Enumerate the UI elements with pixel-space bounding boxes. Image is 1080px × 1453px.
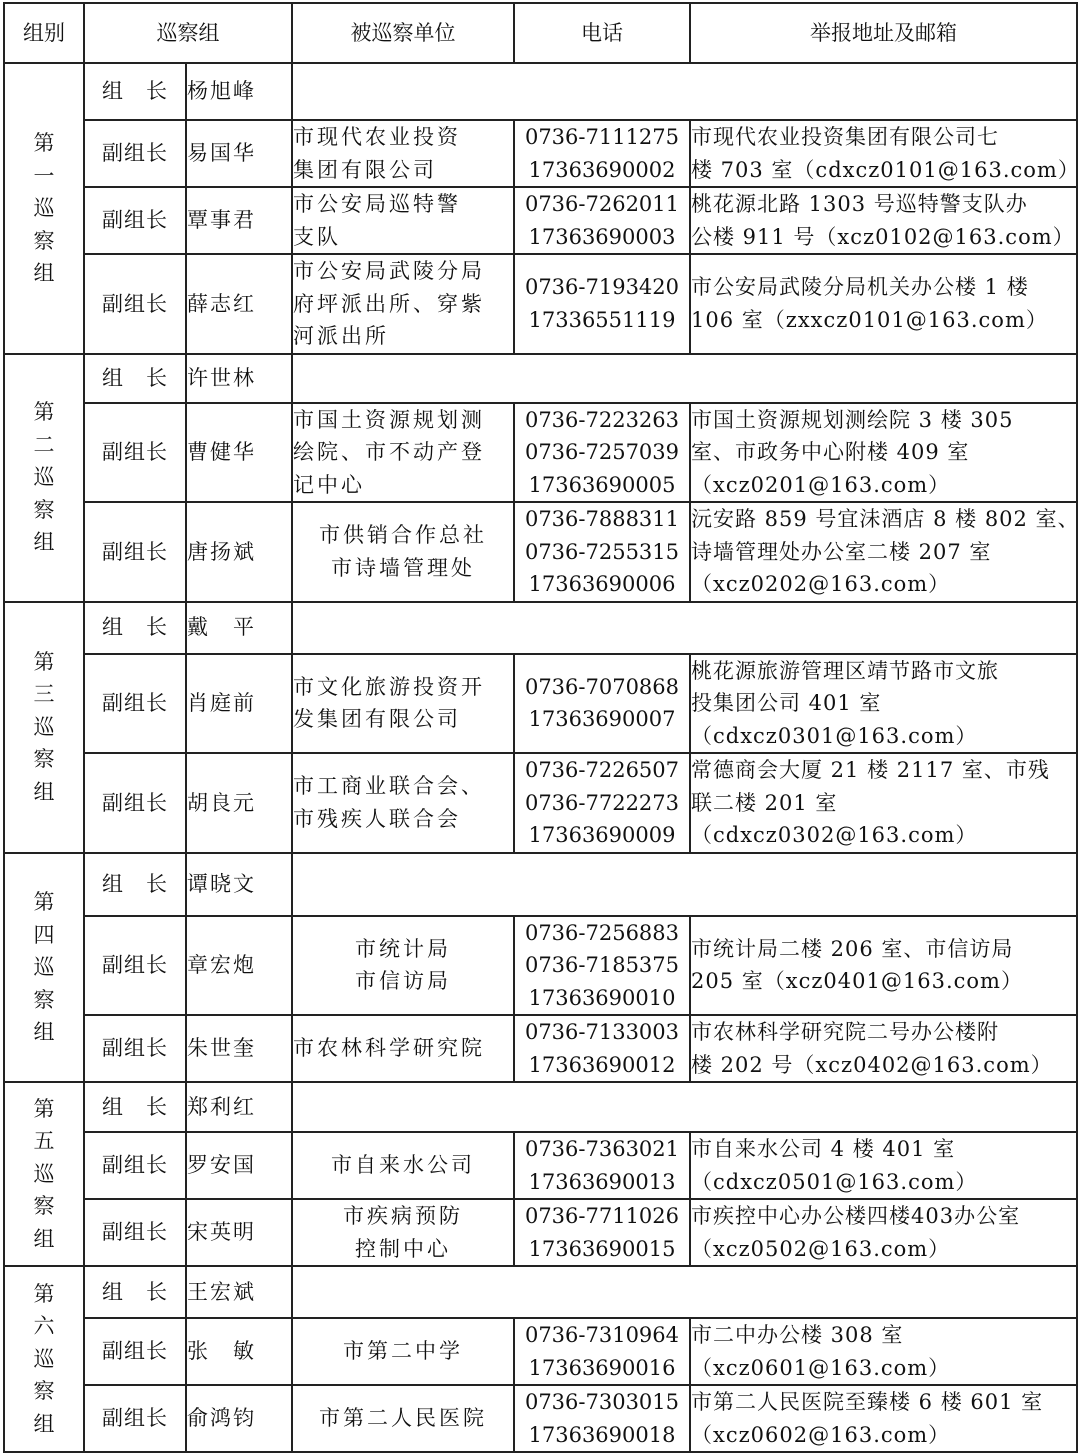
group-name-cell bbox=[4, 1266, 84, 1452]
inspected-unit bbox=[293, 1200, 513, 1265]
inspected-unit-cell bbox=[292, 654, 514, 754]
phone-numbers-line: 0736-7262011 bbox=[524, 192, 680, 216]
header-row bbox=[4, 3, 1077, 63]
inspected-unit-cell bbox=[292, 753, 514, 853]
deputy-name: 宋英明 bbox=[186, 1199, 292, 1266]
phone-cell bbox=[514, 120, 690, 187]
inspected-unit-line: 市诗墙管理处 bbox=[331, 555, 475, 580]
inspected-unit-line: 河派出所 bbox=[293, 324, 389, 348]
deputy-name: 俞鸿钧 bbox=[186, 1385, 292, 1452]
phone-cell bbox=[514, 1318, 690, 1385]
inspected-unit bbox=[293, 770, 513, 835]
address-email bbox=[691, 754, 1076, 852]
deputy-role: 副组长 bbox=[84, 187, 186, 254]
deputy-name: 覃事君 bbox=[186, 187, 292, 254]
inspected-unit-line: 市工商业联合会、 bbox=[293, 774, 485, 799]
deputy-row bbox=[4, 916, 1077, 1016]
address-email-line: 常德商会大厦 21 楼 2117 室、市残 bbox=[691, 758, 1050, 782]
phone-numbers bbox=[515, 121, 689, 186]
phone-numbers bbox=[515, 1016, 689, 1081]
inspected-unit-line: 支队 bbox=[293, 224, 341, 249]
header-group: 组别 bbox=[4, 3, 84, 63]
leader-role: 组 长 bbox=[84, 853, 186, 916]
address-email-cell bbox=[690, 1318, 1077, 1385]
leader-role: 组 长 bbox=[84, 354, 186, 403]
address-email-line: 联二楼 201 室 bbox=[691, 790, 838, 815]
deputy-name: 胡良元 bbox=[186, 753, 292, 853]
deputy-role: 副组长 bbox=[84, 916, 186, 1016]
address-email-cell bbox=[690, 120, 1080, 187]
deputy-role: 副组长 bbox=[84, 1199, 186, 1266]
leader-name: 王宏斌 bbox=[186, 1266, 292, 1318]
phone-numbers-line: 17363690013 bbox=[528, 1169, 676, 1194]
deputy-row bbox=[4, 403, 1077, 503]
phone-cell bbox=[514, 916, 690, 1016]
deputy-name: 朱世奎 bbox=[186, 1015, 292, 1082]
phone-numbers-line: 0736-7070868 bbox=[524, 674, 680, 699]
inspected-unit-line: 府坪派出所、穿紫 bbox=[293, 291, 485, 316]
address-email-line: 市现代农业投资集团有限公司七 bbox=[691, 125, 999, 149]
header-inspection-team: 巡察组 bbox=[84, 3, 292, 63]
address-email-line: 市第二人民医院至臻楼 6 楼 601 室 bbox=[691, 1390, 1044, 1414]
phone-numbers-line: 0736-7256883 bbox=[524, 920, 680, 945]
address-email-line: 106 室（zxxcz0101@163.com） bbox=[691, 307, 1048, 332]
address-email-line: （cdxcz0301@163.com） bbox=[691, 723, 978, 748]
inspected-unit-cell bbox=[292, 1199, 514, 1266]
inspected-unit bbox=[293, 1149, 513, 1182]
table-body bbox=[4, 63, 1080, 1452]
deputy-row bbox=[4, 654, 1077, 754]
address-email bbox=[691, 404, 1076, 502]
inspected-unit-cell bbox=[292, 120, 514, 187]
address-email-cell bbox=[690, 1199, 1077, 1266]
leader-role: 组 长 bbox=[84, 63, 186, 120]
leader-name: 谭晓文 bbox=[186, 853, 292, 916]
deputy-row bbox=[4, 1385, 1077, 1452]
phone-cell bbox=[514, 502, 690, 602]
leader-name: 许世林 bbox=[186, 354, 292, 403]
address-email-cell bbox=[690, 1132, 1077, 1199]
deputy-row bbox=[4, 1015, 1077, 1082]
phone-numbers bbox=[515, 1386, 689, 1451]
phone-numbers-line: 0736-7255315 bbox=[524, 539, 680, 564]
inspected-unit-line: 记中心 bbox=[293, 472, 365, 497]
phone-numbers bbox=[515, 188, 689, 253]
phone-numbers-line: 0736-7310964 bbox=[524, 1323, 680, 1347]
inspected-unit-line: 市残疾人联合会 bbox=[293, 806, 461, 831]
group-name-cell bbox=[4, 1082, 84, 1266]
inspected-unit bbox=[293, 188, 513, 253]
address-email bbox=[691, 1319, 1076, 1384]
phone-numbers bbox=[515, 754, 689, 852]
deputy-name: 易国华 bbox=[186, 120, 292, 187]
inspected-unit bbox=[293, 933, 513, 998]
deputy-role: 副组长 bbox=[84, 120, 186, 187]
phone-numbers bbox=[515, 404, 689, 502]
leader-empty-cell bbox=[292, 602, 1077, 654]
deputy-role: 副组长 bbox=[84, 654, 186, 754]
address-email bbox=[691, 1386, 1076, 1451]
leader-empty-cell bbox=[292, 1082, 1077, 1132]
address-email bbox=[691, 503, 1080, 601]
leader-row bbox=[4, 1082, 1077, 1132]
deputy-row bbox=[4, 120, 1077, 187]
address-email-line: 沅安路 859 号宜沬酒店 8 楼 802 室、 bbox=[691, 507, 1080, 531]
phone-numbers-line: 17336551119 bbox=[528, 307, 676, 332]
phone-cell bbox=[514, 753, 690, 853]
address-email-cell bbox=[690, 254, 1077, 354]
deputy-name: 罗安国 bbox=[186, 1132, 292, 1199]
group-name: 第三巡察组 bbox=[33, 649, 55, 804]
address-email bbox=[691, 1133, 1076, 1198]
phone-numbers bbox=[515, 503, 689, 601]
phone-cell bbox=[514, 187, 690, 254]
address-email-line: （xcz0202@163.com） bbox=[691, 572, 951, 596]
inspected-unit bbox=[293, 671, 513, 736]
phone-cell bbox=[514, 254, 690, 354]
inspection-table bbox=[3, 2, 1078, 1453]
inspected-unit-line: 市国土资源规划测 bbox=[293, 407, 485, 432]
inspected-unit-cell bbox=[292, 187, 514, 254]
leader-role: 组 长 bbox=[84, 1082, 186, 1132]
phone-numbers-line: 17363690005 bbox=[528, 472, 676, 497]
phone-numbers-line: 0736-7111275 bbox=[524, 125, 680, 149]
deputy-row bbox=[4, 1318, 1077, 1385]
phone-numbers-line: 0736-7888311 bbox=[524, 507, 680, 531]
address-email-line: 室、市政务中心附楼 409 室 bbox=[691, 440, 970, 464]
deputy-role: 副组长 bbox=[84, 753, 186, 853]
phone-numbers bbox=[515, 1200, 689, 1265]
address-email-cell bbox=[690, 1385, 1077, 1452]
address-email-cell bbox=[690, 654, 1077, 754]
deputy-name: 张 敏 bbox=[186, 1318, 292, 1385]
deputy-name: 曹健华 bbox=[186, 403, 292, 503]
deputy-name: 唐扬斌 bbox=[186, 502, 292, 602]
leader-row bbox=[4, 1266, 1077, 1318]
inspected-unit-cell bbox=[292, 403, 514, 503]
group-name-cell bbox=[4, 853, 84, 1083]
phone-cell bbox=[514, 1015, 690, 1082]
header-phone: 电话 bbox=[514, 3, 690, 63]
inspected-unit-line: 市统计局 bbox=[355, 936, 451, 961]
leader-row bbox=[4, 354, 1077, 403]
address-email bbox=[691, 121, 1080, 186]
deputy-role: 副组长 bbox=[84, 1132, 186, 1199]
deputy-name: 薛志红 bbox=[186, 254, 292, 354]
phone-numbers bbox=[515, 1133, 689, 1198]
deputy-role: 副组长 bbox=[84, 502, 186, 602]
address-email-line: 投集团公司 401 室 bbox=[691, 691, 882, 715]
deputy-role: 副组长 bbox=[84, 1015, 186, 1082]
inspected-unit bbox=[293, 121, 513, 186]
inspected-unit bbox=[293, 1402, 513, 1435]
address-email-line: 市二中办公楼 308 室 bbox=[691, 1323, 904, 1347]
address-email-cell bbox=[690, 403, 1077, 503]
phone-numbers-line: 0736-7722273 bbox=[524, 790, 680, 815]
group-name: 第二巡察组 bbox=[33, 400, 55, 555]
phone-cell bbox=[514, 403, 690, 503]
inspected-unit-line: 市文化旅游投资开 bbox=[293, 674, 485, 699]
phone-numbers bbox=[515, 671, 689, 736]
inspected-unit bbox=[293, 255, 513, 353]
leader-row bbox=[4, 63, 1077, 120]
address-email-line: 市公安局武陵分局机关办公楼 1 楼 bbox=[691, 275, 1029, 300]
phone-numbers-line: 17363690015 bbox=[528, 1236, 676, 1261]
leader-empty-cell bbox=[292, 63, 1077, 120]
inspected-unit-cell bbox=[292, 254, 514, 354]
phone-numbers-line: 17363690006 bbox=[528, 572, 676, 596]
inspected-unit-line: 市公安局武陵分局 bbox=[293, 259, 485, 283]
phone-numbers-line: 0736-7226507 bbox=[524, 758, 680, 782]
inspected-unit-line: 市第二中学 bbox=[343, 1339, 463, 1364]
phone-numbers-line: 0736-7133003 bbox=[524, 1020, 680, 1044]
inspected-unit-line: 市第二人民医院 bbox=[319, 1406, 487, 1431]
phone-numbers-line: 0736-7363021 bbox=[524, 1137, 680, 1161]
phone-numbers-line: 17363690012 bbox=[528, 1052, 676, 1077]
leader-row bbox=[4, 853, 1077, 916]
group-name: 第五巡察组 bbox=[33, 1096, 55, 1251]
deputy-row bbox=[4, 1132, 1077, 1199]
phone-cell bbox=[514, 1132, 690, 1199]
inspected-unit-cell bbox=[292, 1318, 514, 1385]
address-email-line: 桃花源北路 1303 号巡特警支队办 bbox=[691, 192, 1028, 216]
inspected-unit-line: 市疾病预防 bbox=[343, 1204, 463, 1228]
address-email-line: （cdxcz0302@163.com） bbox=[691, 823, 978, 847]
address-email-line: （xcz0201@163.com） bbox=[691, 472, 951, 497]
address-email-line: 市自来水公司 4 楼 401 室 bbox=[691, 1137, 956, 1161]
group-name-cell bbox=[4, 602, 84, 853]
deputy-row bbox=[4, 753, 1077, 853]
group-name: 第六巡察组 bbox=[33, 1281, 55, 1436]
address-email-line: 桃花源旅游管理区靖节路市文旅 bbox=[691, 658, 999, 683]
phone-cell bbox=[514, 1199, 690, 1266]
group-name-cell bbox=[4, 63, 84, 354]
address-email-line: 市统计局二楼 206 室、市信访局 bbox=[691, 936, 1014, 961]
deputy-name: 章宏炮 bbox=[186, 916, 292, 1016]
address-email-line: 公楼 911 号（xcz0102@163.com） bbox=[691, 224, 1075, 249]
address-email-cell bbox=[690, 502, 1080, 602]
inspected-unit-line: 集团有限公司 bbox=[293, 157, 437, 182]
phone-numbers-line: 0736-7711026 bbox=[524, 1204, 680, 1228]
header-address-email: 举报地址及邮箱 bbox=[690, 3, 1077, 63]
inspected-unit-cell bbox=[292, 1132, 514, 1199]
inspected-unit-line: 市现代农业投资 bbox=[293, 125, 461, 149]
phone-numbers-line: 17363690007 bbox=[528, 707, 676, 732]
phone-numbers-line: 0736-7257039 bbox=[524, 440, 680, 464]
inspected-unit-line: 绘院、市不动产登 bbox=[293, 440, 485, 464]
deputy-row bbox=[4, 254, 1077, 354]
leader-row bbox=[4, 602, 1077, 654]
address-email-line: 市疾控中心办公楼四楼403办公室 bbox=[691, 1204, 1021, 1228]
leader-empty-cell bbox=[292, 1266, 1077, 1318]
phone-numbers-line: 17363690016 bbox=[528, 1355, 676, 1380]
address-email-line: 楼 703 室（cdxcz0101@163.com） bbox=[691, 157, 1080, 182]
phone-numbers bbox=[515, 917, 689, 1015]
address-email bbox=[691, 1200, 1076, 1265]
phone-numbers bbox=[515, 271, 689, 336]
leader-empty-cell bbox=[292, 853, 1077, 916]
deputy-role: 副组长 bbox=[84, 1318, 186, 1385]
address-email-line: 市农林科学研究院二号办公楼附 bbox=[691, 1020, 999, 1044]
address-email-line: 楼 202 号（xcz0402@163.com） bbox=[691, 1052, 1053, 1077]
inspected-unit-cell bbox=[292, 916, 514, 1016]
group-name: 第一巡察组 bbox=[33, 131, 55, 285]
deputy-row bbox=[4, 1199, 1077, 1266]
address-email bbox=[691, 655, 1076, 753]
inspected-unit-line: 市供销合作总社 bbox=[319, 523, 487, 548]
inspected-unit-cell bbox=[292, 1015, 514, 1082]
inspected-unit-line: 市农林科学研究院 bbox=[293, 1036, 485, 1061]
inspected-unit-line: 市自来水公司 bbox=[331, 1153, 475, 1178]
phone-numbers-line: 0736-7223263 bbox=[524, 407, 680, 432]
address-email-cell bbox=[690, 753, 1077, 853]
leader-role: 组 长 bbox=[84, 602, 186, 654]
address-email-line: （xcz0602@163.com） bbox=[691, 1422, 951, 1447]
phone-numbers-line: 0736-7193420 bbox=[524, 275, 680, 300]
address-email bbox=[691, 933, 1076, 998]
group-name-cell bbox=[4, 354, 84, 602]
address-email-cell bbox=[690, 1015, 1077, 1082]
address-email-cell bbox=[690, 187, 1077, 254]
inspected-unit bbox=[293, 1335, 513, 1368]
address-email-line: 205 室（xcz0401@163.com） bbox=[691, 969, 1023, 994]
leader-empty-cell bbox=[292, 354, 1077, 403]
address-email-line: （xcz0502@163.com） bbox=[691, 1236, 951, 1261]
address-email bbox=[691, 1016, 1076, 1081]
phone-numbers-line: 0736-7303015 bbox=[524, 1390, 680, 1414]
address-email-line: （xcz0601@163.com） bbox=[691, 1355, 951, 1380]
inspected-unit-line: 市公安局巡特警 bbox=[293, 192, 461, 216]
address-email-line: 市国土资源规划测绘院 3 楼 305 bbox=[691, 407, 1014, 432]
deputy-role: 副组长 bbox=[84, 254, 186, 354]
phone-numbers-line: 17363690018 bbox=[528, 1422, 676, 1447]
group-name: 第四巡察组 bbox=[33, 890, 55, 1044]
address-email-line: （cdxcz0501@163.com） bbox=[691, 1169, 978, 1194]
address-email bbox=[691, 271, 1076, 336]
leader-role: 组 长 bbox=[84, 1266, 186, 1318]
inspected-unit bbox=[293, 404, 513, 502]
inspected-unit-cell bbox=[292, 1385, 514, 1452]
deputy-row bbox=[4, 502, 1077, 602]
phone-numbers-line: 17363690010 bbox=[528, 985, 676, 1010]
inspected-unit-line: 发集团有限公司 bbox=[293, 707, 461, 732]
deputy-role: 副组长 bbox=[84, 1385, 186, 1452]
header-inspected-unit: 被巡察单位 bbox=[292, 3, 514, 63]
inspected-unit bbox=[293, 519, 513, 584]
leader-name: 杨旭峰 bbox=[186, 63, 292, 120]
address-email-line: 诗墙管理处办公室二楼 207 室 bbox=[691, 539, 992, 564]
phone-numbers-line: 0736-7185375 bbox=[524, 953, 680, 977]
deputy-row bbox=[4, 187, 1077, 254]
phone-numbers bbox=[515, 1319, 689, 1384]
inspected-unit-cell bbox=[292, 502, 514, 602]
leader-name: 戴 平 bbox=[186, 602, 292, 654]
inspected-unit bbox=[293, 1032, 513, 1065]
phone-cell bbox=[514, 1385, 690, 1452]
phone-numbers-line: 17363690002 bbox=[528, 157, 676, 182]
phone-numbers-line: 17363690003 bbox=[528, 224, 676, 249]
deputy-role: 副组长 bbox=[84, 403, 186, 503]
deputy-name: 肖庭前 bbox=[186, 654, 292, 754]
address-email-cell bbox=[690, 916, 1077, 1016]
leader-name: 郑利红 bbox=[186, 1082, 292, 1132]
phone-numbers-line: 17363690009 bbox=[528, 823, 676, 847]
address-email bbox=[691, 188, 1076, 253]
inspected-unit-line: 市信访局 bbox=[355, 969, 451, 994]
phone-cell bbox=[514, 654, 690, 754]
inspected-unit-line: 控制中心 bbox=[355, 1236, 451, 1261]
